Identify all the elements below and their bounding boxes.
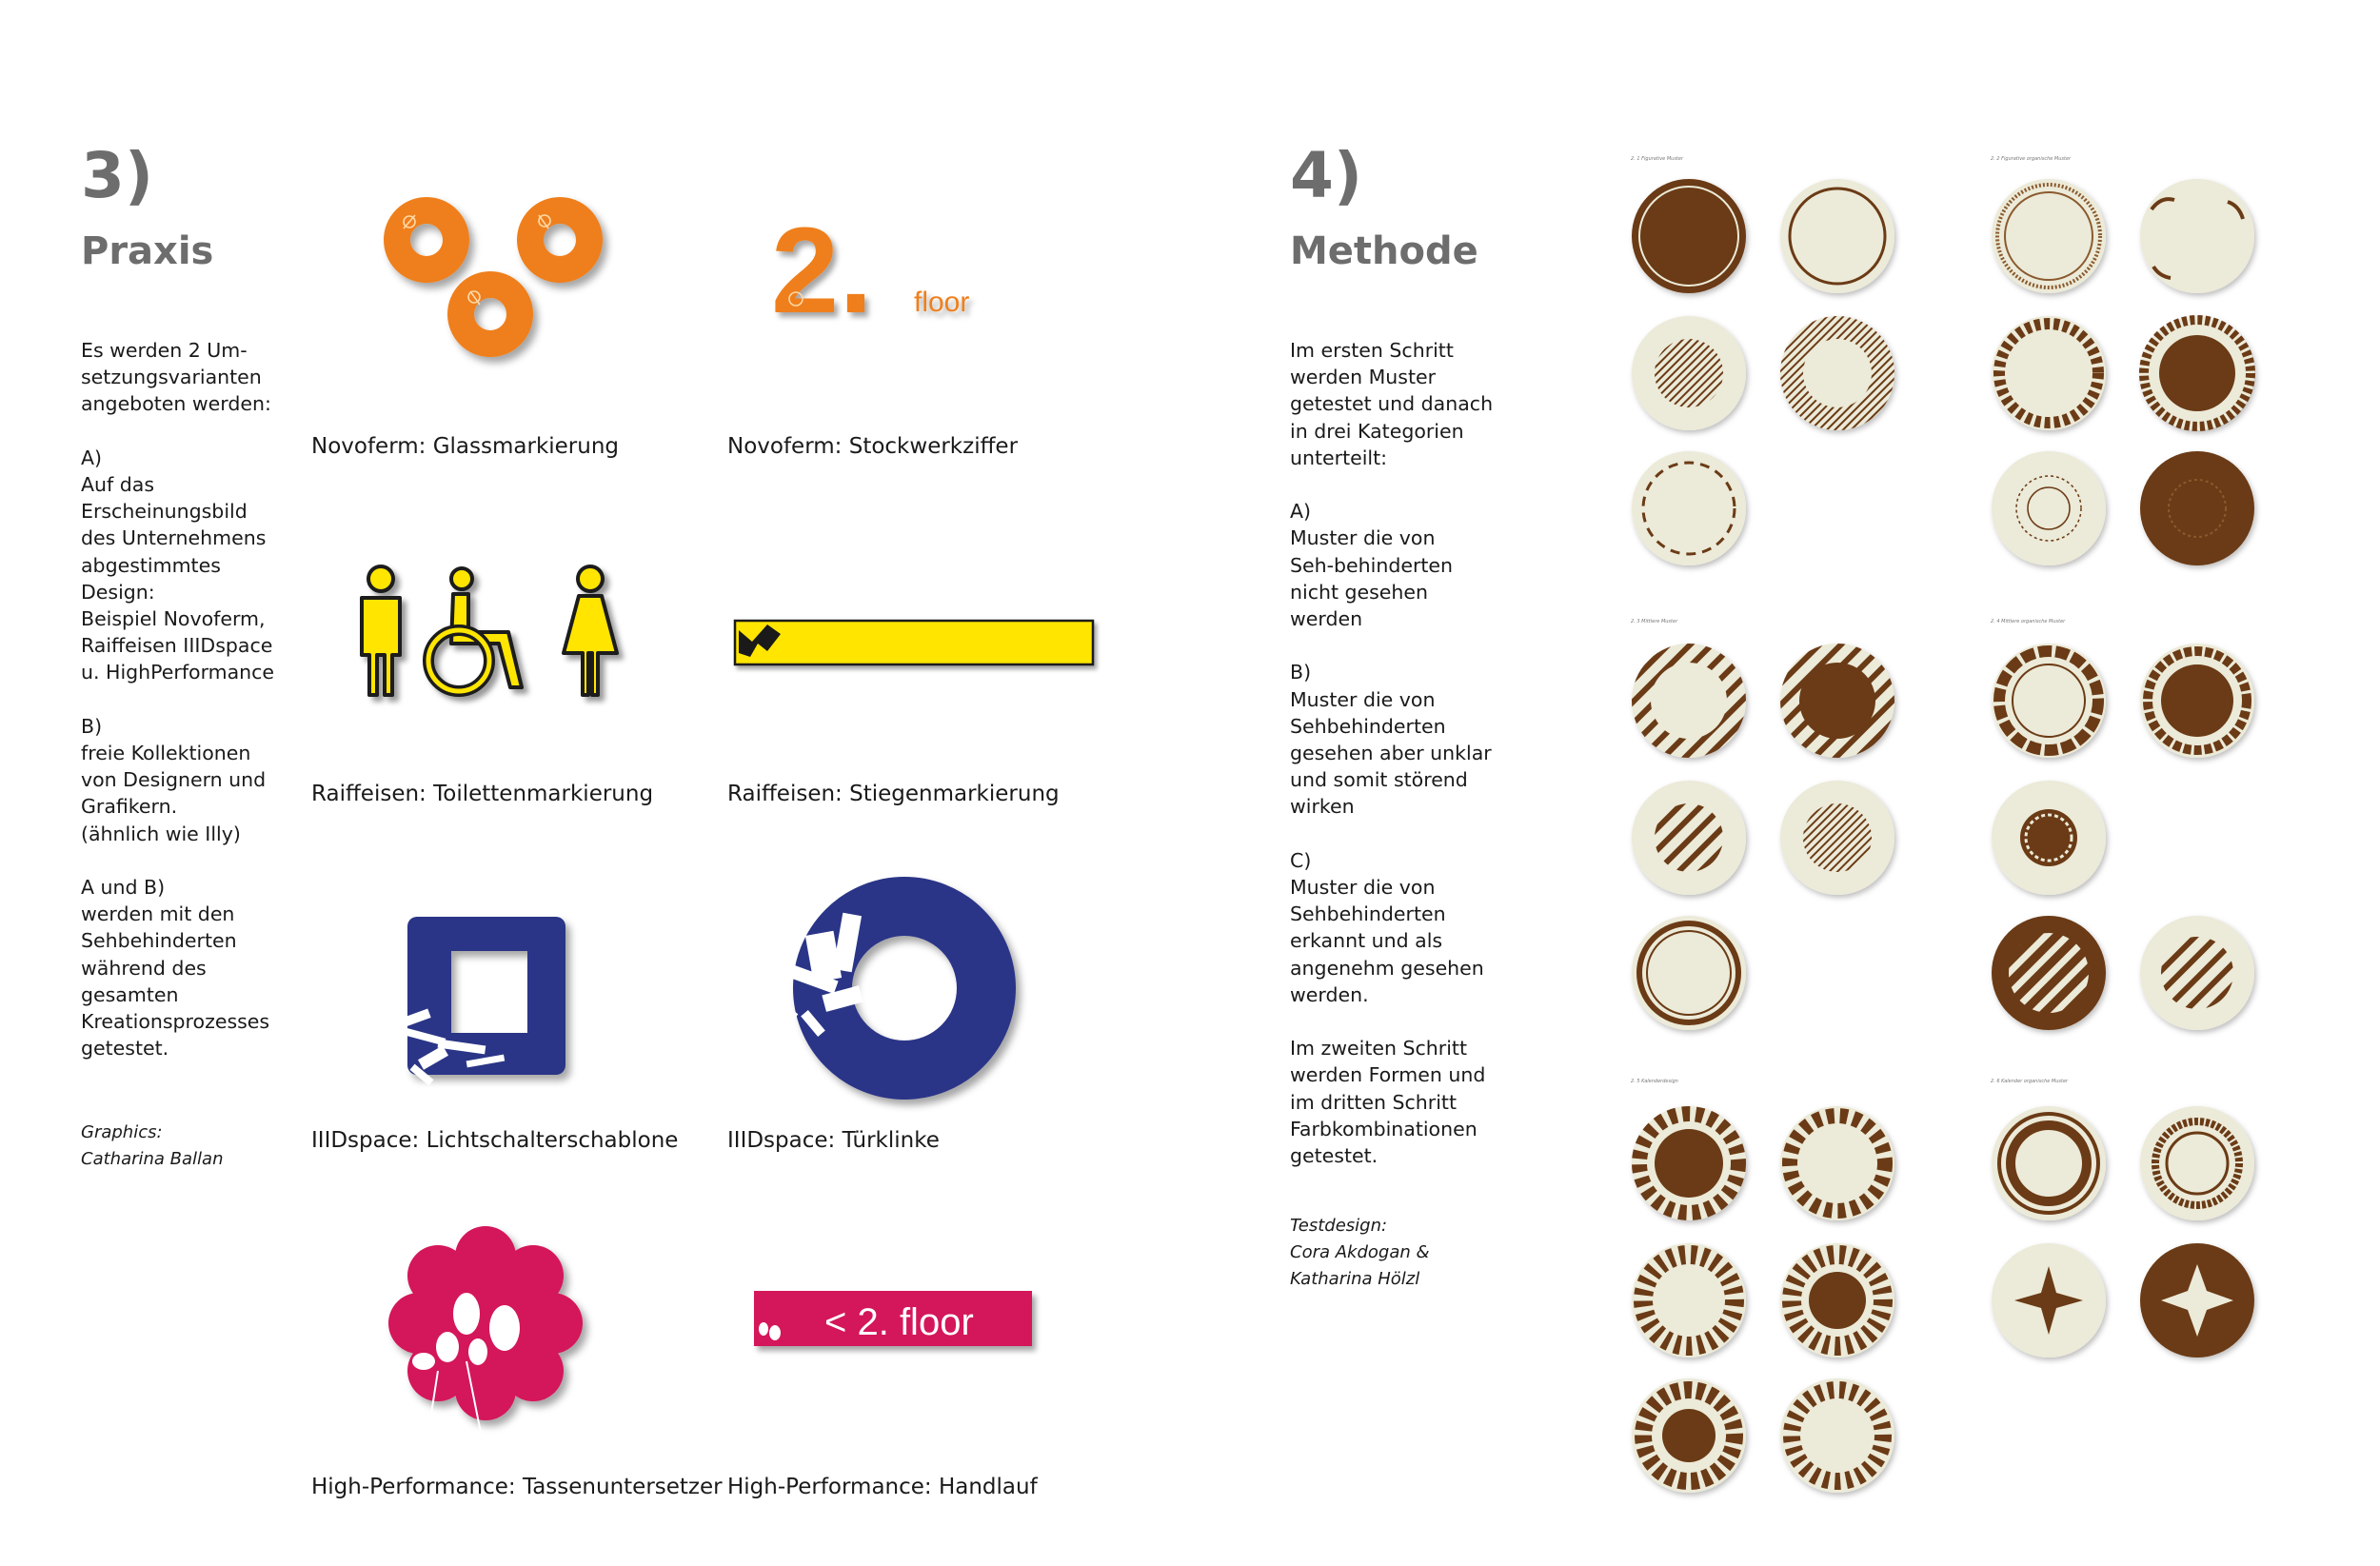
section4-number: 4): [1290, 139, 1363, 212]
handlauf-image: [752, 1289, 1038, 1356]
panel-label-4: 2. 4 Mittlere organische Muster: [1991, 619, 2066, 624]
section4-body: Im ersten Schritt werden Muster getestet und danach in drei Kategorien unterteilt: A) Muster die von Seh-behinderten nicht gesehen werden B) Muster die von Sehbehinderten gesehen aber unklar und somit störend wirken C) Muster die von Sehbehinderten erkannt und als angenehm gesehen werden. Im zweiten Schritt werden Formen und im dritten Schritt Farbkombinationen getestet.: [1290, 339, 1494, 1168]
section3-title: Praxis: [81, 229, 214, 273]
plate: [1992, 1106, 2254, 1358]
caption-tassenuntersetzer: High-Performance: Tassenuntersetzer: [311, 1475, 723, 1499]
floor-digit: 2.: [771, 203, 873, 339]
lichtschalterschablone-image: [390, 909, 590, 1100]
section4-credit: Testdesign: Cora Akdogan & Katharina Hölzl: [1290, 1216, 1430, 1289]
stiegenmarkierung-image: [733, 619, 1095, 671]
caption-tuerklinke: IIIDspace: Türklinke: [727, 1128, 940, 1153]
section4-title: Methode: [1290, 229, 1478, 273]
toilettenmarkierung-image: [352, 562, 638, 704]
caption-glassmarkierung: Novoferm: Glassmarkierung: [311, 434, 620, 459]
caption-lichtschalterschablone: IIIDspace: Lichtschalterschablone: [311, 1128, 679, 1153]
glassmarkierung-image: [381, 190, 609, 362]
tuerklinke-image: [743, 876, 1028, 1114]
panel-label-1: 2. 1 Figurative Muster: [1631, 156, 1684, 162]
caption-toilettenmarkierung: Raiffeisen: Toilettenmarkierung: [311, 782, 654, 806]
section3-number: 3): [81, 139, 154, 212]
plate: [1992, 644, 2254, 1030]
plate: [1632, 179, 1894, 565]
panel-label-5: 2. 5 Kalenderdesign: [1631, 1079, 1678, 1084]
plate: [1632, 1106, 1894, 1493]
caption-handlauf: High-Performance: Handlauf: [727, 1475, 1038, 1499]
section3-credit: Graphics: Catharina Ballan: [81, 1122, 224, 1169]
plate: [1632, 644, 1894, 1030]
section3-body: Es werden 2 Um- setzungsvarianten angeboten werden: A) Auf das Erscheinungsbild des Unternehmens abgestimmtes Design: Beispiel Novoferm, Raiffeisen IIIDspace u. HighPerformance B) freie Kollektionen von Designern und Grafikern. (ähnlich wie Illy) A und B) werden mit den Sehbehinderten während des gesamten Kreationsprozesses getestet.: [81, 339, 275, 1061]
caption-stockwerkziffer: Novoferm: Stockwerkziffer: [727, 434, 1019, 459]
pattern-plates: [1609, 162, 2275, 1495]
panel-label-6: 2. 6 Kalender organische Muster: [1991, 1079, 2069, 1084]
handlauf-text: < 2. floor: [824, 1301, 974, 1343]
floor-word: floor: [914, 287, 970, 318]
panel-label-2: 2. 2 Figurative organische Muster: [1991, 156, 2072, 162]
tassenuntersetzer-image: [381, 1219, 609, 1466]
panel-label-3: 2. 3 Mittlere Muster: [1631, 619, 1678, 624]
stockwerkziffer-image: [771, 200, 1000, 339]
caption-stiegenmarkierung: Raiffeisen: Stiegenmarkierung: [727, 782, 1060, 806]
plate: [1992, 179, 2254, 565]
